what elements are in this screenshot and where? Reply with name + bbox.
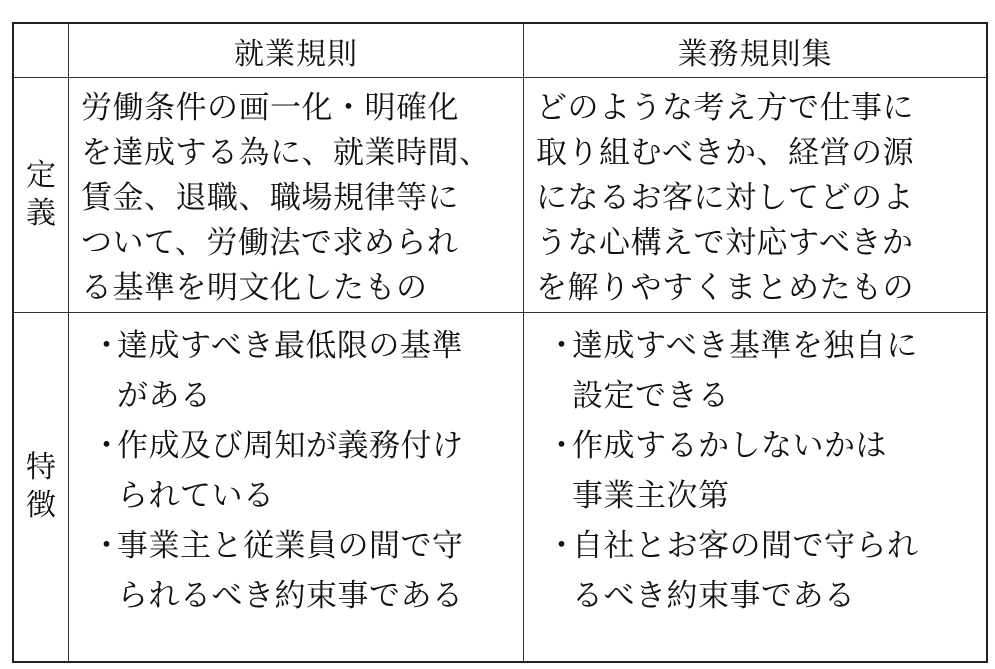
list-item (546, 521, 980, 621)
text-line: 取り組むべきか、経営の源 (536, 135, 914, 171)
bullet-icon: ・ (91, 528, 123, 564)
bullet-icon: ・ (91, 428, 123, 464)
text-line: うな心構えで対応すべきか (536, 225, 914, 261)
bullet-icon: ・ (546, 428, 578, 464)
text-line: 達成すべき基準を独自に (572, 328, 918, 364)
row-label-char: 徴 (26, 488, 56, 523)
comparison-table (12, 22, 988, 663)
text-line: 設定できる (572, 378, 730, 414)
text-line: がある (117, 378, 212, 414)
row-label-char: 特 (26, 450, 56, 485)
text-line: るべき約束事である (572, 578, 856, 614)
text-line: 作成するかしないかは (572, 428, 887, 464)
list-item (546, 321, 980, 421)
list-item (91, 321, 517, 421)
text-line: られるべき約束事である (117, 578, 464, 614)
bullet-icon: ・ (91, 328, 123, 364)
definition-gyomu-kisokushu (524, 78, 986, 313)
header-gyomu-kisokushu: 業務規則集 (524, 24, 986, 78)
feature-list (69, 313, 523, 621)
text-line: 作成及び周知が義務付け (117, 428, 464, 464)
text-line: ついて、労働法で求められ (81, 225, 459, 261)
text-line: 事業主と従業員の間で守 (117, 528, 464, 564)
row-label-definition (14, 78, 69, 313)
text-line: 達成すべき最低限の基準 (117, 328, 463, 364)
row-label-features (14, 313, 69, 661)
text-line: 自社とお客の間で守られ (572, 528, 919, 564)
text-line: になるお客に対してどのよ (536, 180, 914, 216)
features-gyomu-kisokushu (524, 313, 986, 661)
list-item (91, 421, 517, 521)
features-shugyo-kisoku (69, 313, 524, 661)
row-label-char: 定 (26, 158, 56, 193)
text-line: 事業主次第 (572, 478, 730, 514)
bullet-icon: ・ (546, 328, 578, 364)
row-label-char: 義 (26, 196, 56, 231)
definition-shugyo-kisoku (69, 78, 524, 313)
feature-list (524, 313, 986, 621)
text-line: どのような考え方で仕事に (536, 90, 914, 126)
text-line: る基準を明文化したもの (81, 270, 428, 306)
text-line: を解りやすくまとめたもの (536, 270, 914, 306)
text-line: を達成する為に、就業時間、 (81, 135, 491, 171)
header-shugyo-kisoku: 就業規則 (69, 24, 524, 78)
text-line: 労働条件の画一化・明確化 (81, 90, 459, 126)
text-line: られている (117, 478, 275, 514)
list-item (546, 421, 980, 521)
corner-cell (14, 24, 69, 78)
text-line: 賃金、退職、職場規律等に (81, 180, 459, 216)
bullet-icon: ・ (546, 528, 578, 564)
list-item (91, 521, 517, 621)
